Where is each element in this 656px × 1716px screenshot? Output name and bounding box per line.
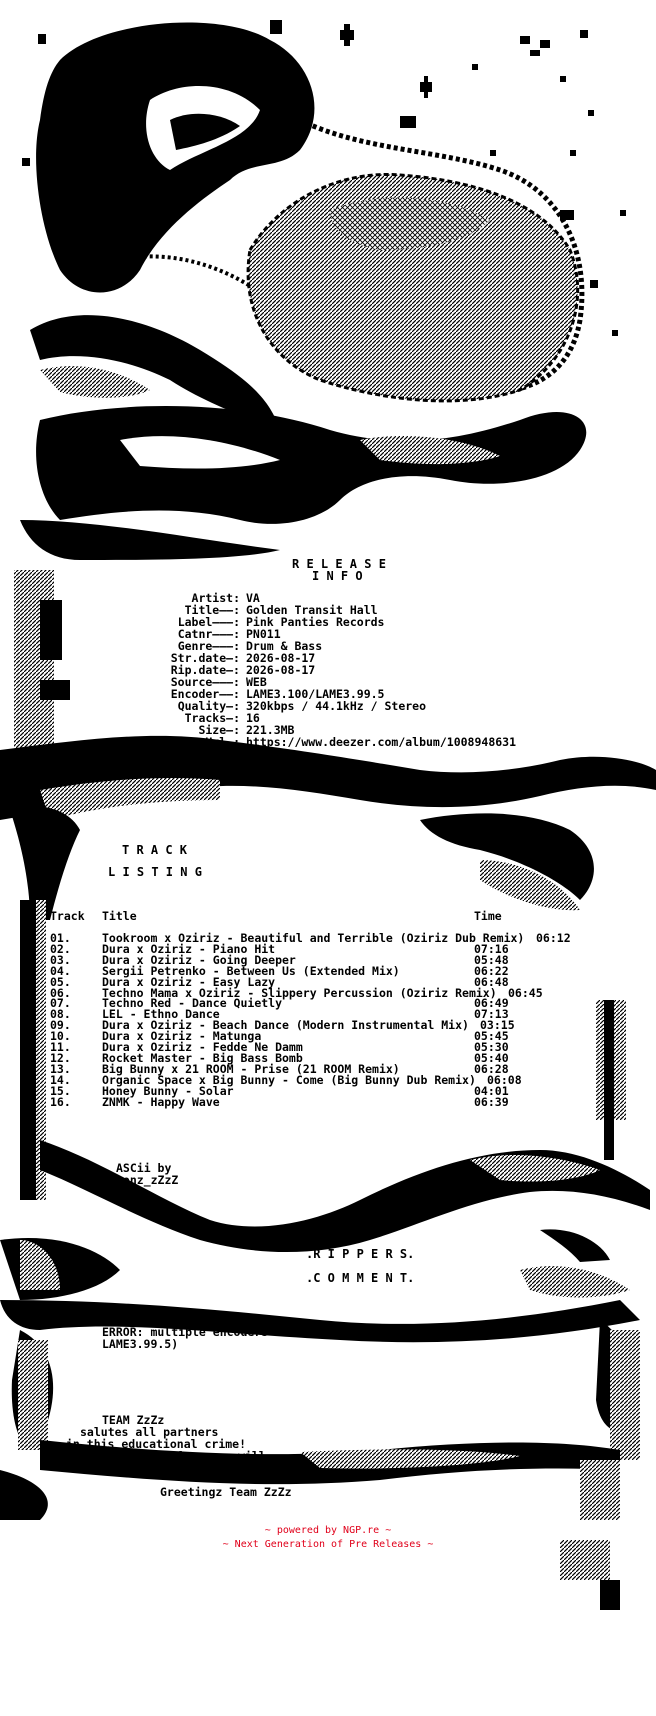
track-number: 15. bbox=[50, 1083, 71, 1098]
track-time: 06:49 bbox=[474, 996, 509, 1011]
track-number: 01. bbox=[50, 931, 71, 945]
track-time: 06:12 bbox=[536, 931, 571, 945]
info-field-label: Artist: bbox=[191, 591, 240, 605]
ascii-credit-line1: ASCii by bbox=[116, 1161, 172, 1175]
info-field-value: WEB bbox=[246, 675, 267, 689]
info-field bbox=[112, 616, 516, 628]
info-field bbox=[112, 700, 516, 712]
track-heading: T R A C K bbox=[122, 843, 188, 857]
info-field-value: 16 bbox=[246, 711, 260, 725]
track-time: 03:15 bbox=[480, 1018, 515, 1033]
greet-line1: TEAM ZzZz bbox=[102, 1413, 165, 1427]
track-title: LEL - Ethno Dance bbox=[102, 1007, 220, 1022]
track-title: ZNMK - Happy Wave bbox=[102, 1094, 220, 1109]
track-title: Honey Bunny - Solar bbox=[102, 1083, 234, 1098]
rippers-heading: .R I P P E R S. bbox=[306, 1247, 415, 1261]
comment-line1: ERROR: multiple encoders detected. (LAME3.100 | bbox=[102, 1325, 428, 1339]
track-number: 10. bbox=[50, 1029, 71, 1044]
ascii-credit-line2: gonz_zZzZ bbox=[116, 1173, 179, 1187]
listing-heading: L I S T I N G bbox=[108, 865, 202, 879]
track-title: Organic Space x Big Bunny - Come (Big Bunny Dub Remix) bbox=[102, 1072, 476, 1087]
track-time: 06:28 bbox=[474, 1061, 509, 1076]
info-field-value: PN011 bbox=[246, 627, 281, 641]
info-field-value: 2026-08-17 bbox=[246, 663, 316, 677]
greet-line3: in this educational crime! bbox=[66, 1437, 247, 1451]
info-field-label: Label———: bbox=[177, 615, 240, 629]
col-time-header: Time bbox=[474, 909, 502, 923]
info-field-label: Url—: bbox=[205, 735, 240, 749]
track-time: 06:45 bbox=[508, 985, 543, 1000]
track-title: Techno Red - Dance Quietly bbox=[102, 996, 283, 1011]
track-time: 06:08 bbox=[487, 1072, 522, 1087]
info-field-value: 2026-08-17 bbox=[246, 651, 316, 665]
info-field-label: Size—: bbox=[198, 723, 240, 737]
greet-line2: salutes all partners bbox=[80, 1425, 219, 1439]
track-number: 09. bbox=[50, 1018, 71, 1033]
track-number: 16. bbox=[50, 1094, 71, 1109]
greet-line6: Greetingz Team ZzZz bbox=[160, 1485, 292, 1499]
info-field-value: 221.3MB bbox=[246, 723, 295, 737]
track-number: 04. bbox=[50, 963, 71, 978]
track-number: 12. bbox=[50, 1050, 71, 1065]
track-time: 07:16 bbox=[474, 941, 509, 956]
track-number: 06. bbox=[50, 985, 71, 1000]
track-title: Big Bunny x 21 ROOM - Prise (21 ROOM Remix) bbox=[102, 1061, 400, 1076]
track-time: 06:22 bbox=[474, 963, 509, 978]
info-field-label: Genre———: bbox=[177, 639, 240, 653]
track-time: 04:01 bbox=[474, 1083, 509, 1098]
track-number: 03. bbox=[50, 952, 71, 967]
comment-heading: .C O M M E N T. bbox=[306, 1271, 415, 1285]
track-number: 08. bbox=[50, 1007, 71, 1022]
info-field-label: Catnr———: bbox=[177, 627, 240, 641]
track-number: 05. bbox=[50, 974, 71, 989]
info-field-value: VA bbox=[246, 591, 260, 605]
info-field-value: Golden Transit Hall bbox=[246, 603, 378, 617]
info-heading: I N F O bbox=[312, 569, 363, 583]
track-number: 14. bbox=[50, 1072, 71, 1087]
info-field-label: Title——: bbox=[184, 603, 240, 617]
track-title: Sergii Petrenko - Between Us (Extended Mix) bbox=[102, 963, 400, 978]
track-title: Dura x Oziriz - Piano Hit bbox=[102, 941, 276, 956]
col-track-header: Track bbox=[50, 909, 85, 923]
info-field-label: Encoder——: bbox=[170, 687, 240, 701]
track-number: 11. bbox=[50, 1040, 71, 1054]
track-title: Dura x Oziriz - Beach Dance (Modern Instrumental Mix) bbox=[102, 1018, 469, 1033]
info-field-label: Str.date—: bbox=[170, 651, 240, 665]
track-time: 06:39 bbox=[474, 1094, 509, 1109]
greet-line4: we thank all the fans, we will bbox=[58, 1449, 266, 1463]
z-swirl bbox=[36, 406, 586, 524]
info-field-value[interactable]: https://www.deezer.com/album/1008948631 bbox=[246, 735, 517, 749]
track-title: Dura x Oziriz - Fedde Ne Damm bbox=[102, 1040, 303, 1054]
info-field-value: Drum & Bass bbox=[246, 639, 323, 653]
track-time: 05:48 bbox=[474, 952, 509, 967]
release-info-block bbox=[112, 592, 516, 748]
track-time: 06:48 bbox=[474, 974, 509, 989]
track-title: Rocket Master - Big Bass Bomb bbox=[102, 1050, 303, 1065]
track-number: 07. bbox=[50, 996, 71, 1011]
info-field-label: Rip.date—: bbox=[170, 663, 240, 677]
info-field-value: 320kbps / 44.1kHz / Stereo bbox=[246, 699, 427, 713]
track-time: 05:30 bbox=[474, 1040, 509, 1054]
track-title: Dura x Oziriz - Going Deeper bbox=[102, 952, 296, 967]
track-number: 13. bbox=[50, 1061, 71, 1076]
col-title-header: Title bbox=[102, 909, 137, 923]
track-title: Techno Mama x Oziriz - Slippery Percussion (Oziriz Remix) bbox=[102, 985, 497, 1000]
info-field-label: Tracks—: bbox=[184, 711, 240, 725]
track-title: Dura x Oziriz - Easy Lazy bbox=[102, 974, 276, 989]
track-number: 02. bbox=[50, 941, 71, 956]
release-heading: R E L E A S E bbox=[292, 557, 386, 571]
comment-line2: LAME3.99.5) bbox=[102, 1337, 179, 1351]
track-title: Dura x Oziriz - Matunga bbox=[102, 1029, 262, 1044]
info-field bbox=[112, 712, 516, 724]
info-field-value: LAME3.100/LAME3.99.5 bbox=[246, 687, 385, 701]
greet-line5: keep rocking... bbox=[80, 1461, 184, 1475]
track-time: 05:40 bbox=[474, 1050, 509, 1065]
info-field-label: Quality—: bbox=[177, 699, 240, 713]
info-field-label: Source———: bbox=[170, 675, 240, 689]
footer-tagline: ~ Next Generation of Pre Releases ~ bbox=[222, 1539, 434, 1550]
footer-powered-by: ~ powered by NGP.re ~ bbox=[264, 1525, 392, 1536]
track-title: Tookroom x Oziriz - Beautiful and Terrible (Oziriz Dub Remix) bbox=[102, 931, 525, 945]
info-field-value: Pink Panties Records bbox=[246, 615, 385, 629]
track-time: 05:45 bbox=[474, 1029, 509, 1044]
info-field bbox=[112, 736, 516, 748]
track-time: 07:13 bbox=[474, 1007, 509, 1022]
